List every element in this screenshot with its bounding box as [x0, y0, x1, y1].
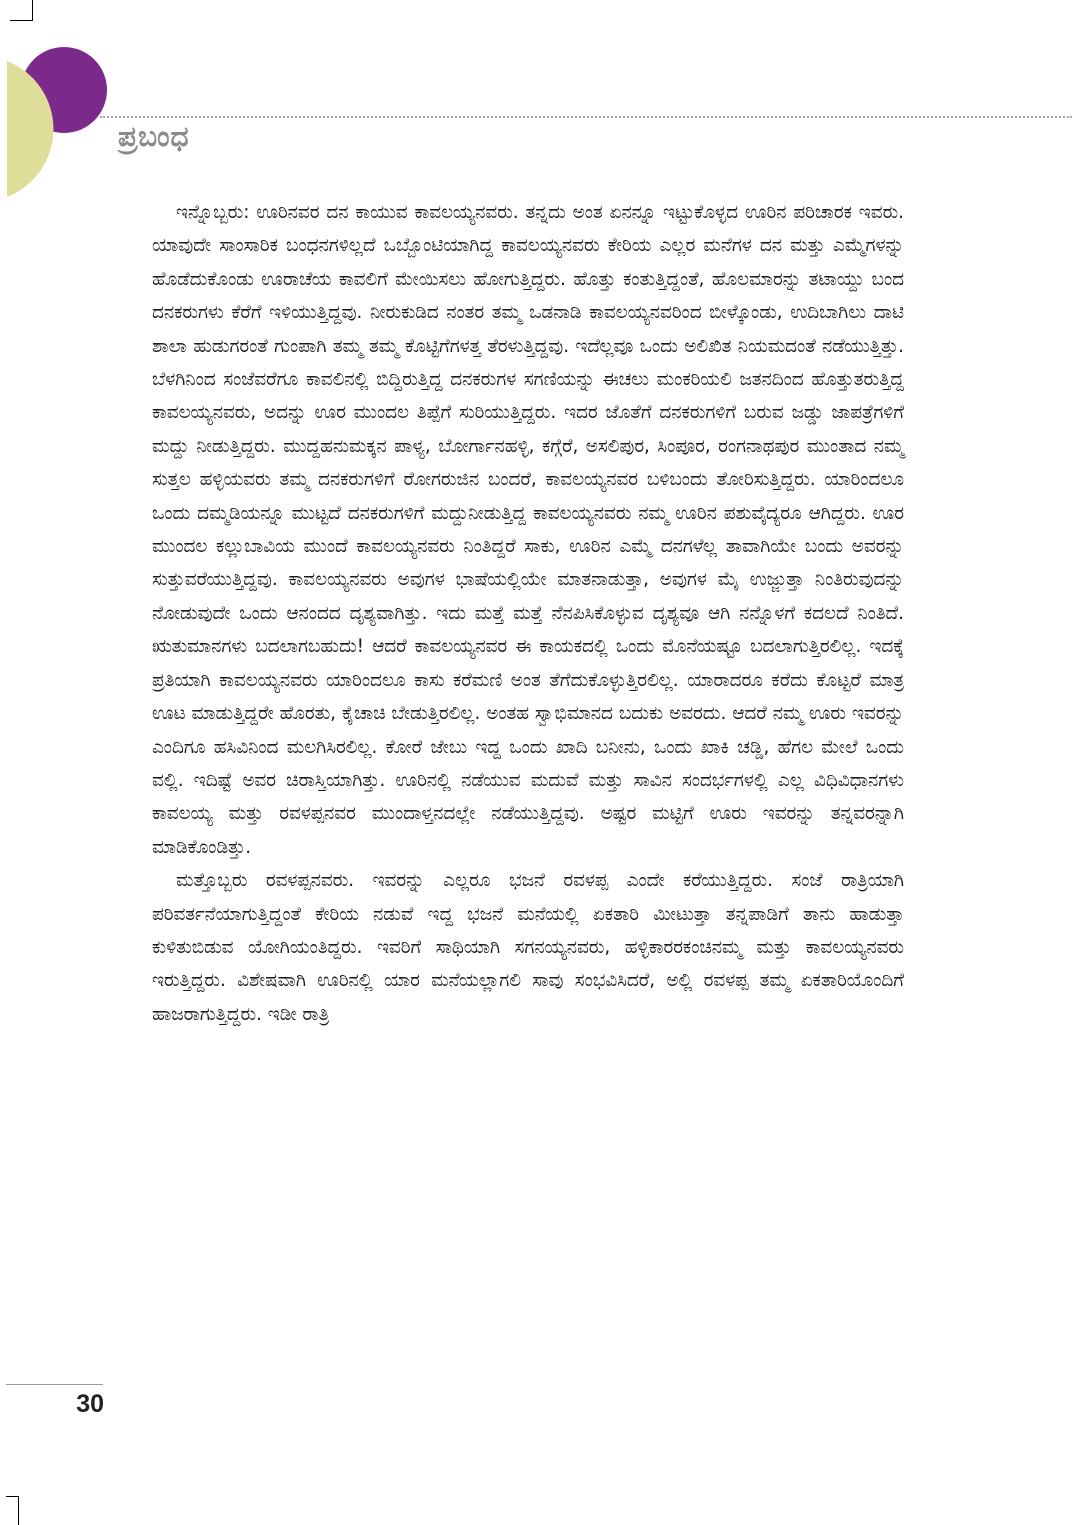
paragraph: ಇನ್ನೊಬ್ಬರು: ಊರಿನವರ ದನ ಕಾಯುವ ಕಾವಲಯ್ಯನವರು. ತನ್ನದು ಅಂತ ಏನನ್ನೂ ಇಟ್ಟುಕೊಳ್ಳದ ಊರಿನ ಪರಿಚಾರಕ ಇವರು. ಯಾವುದೇ ಸಾಂಸಾರಿಕ ಬಂಧನಗಳಿಲ್ಲದೆ ಒಬ್ಬೊಂಟಿಯಾಗಿದ್ದ ಕಾವಲಯ್ಯನವರು ಕೇರಿಯ ಎಲ್ಲರ ಮನೆಗಳ ದನ ಮತ್ತು ಎಮ್ಮೆಗಳನ್ನು ಹೊಡೆದುಕೊಂಡು ಊರಾಚೆಯ ಕಾವಲಿಗೆ ಮೇಯಿಸಲು ಹೋಗುತ್ತಿದ್ದರು. ಹೊತ್ತು ಕಂತುತ್ತಿದ್ದಂತೆ, ಹೊಲಮಾರನ್ನು ತಟಾಯ್ದು ಬಂದ ದನಕರುಗಳು ಕೆರೆಗೆ ಇಳಿಯುತ್ತಿದ್ದವು. ನೀರುಕುಡಿದ ನಂತರ ತಮ್ಮ ಒಡನಾಡಿ ಕಾವಲಯ್ಯನವರಿಂದ ಬೀಳ್ಕೊಂಡು, ಉದಿಬಾಗಿಲು ದಾಟಿ ಶಾಲಾ ಹುಡುಗರಂತೆ ಗುಂಪಾಗಿ ತಮ್ಮ ತಮ್ಮ ಕೊಟ್ಟಿಗೆಗಳತ್ತ ತೆರಳುತ್ತಿದ್ದವು. ಇದೆಲ್ಲವೂ ಒಂದು ಅಲಿಖಿತ ನಿಯಮದಂತೆ ನಡೆಯುತ್ತಿತ್ತು. ಬೆಳಗಿನಿಂದ ಸಂಜೆವರೆಗೂ ಕಾವಲಿನಲ್ಲಿ ಬಿದ್ದಿರುತ್ತಿದ್ದ ದನಕರುಗಳ ಸಗಣಿಯನ್ನು ಈಚಲು ಮಂಕರಿಯಲಿ ಜತನದಿಂದ ಹೊತ್ತುತರುತ್ತಿದ್ದ ಕಾವಲಯ್ಯನವರು, ಅದನ್ನು ಊರ ಮುಂದಲ ತಿಪ್ಪೆಗೆ ಸುರಿಯುತ್ತಿದ್ದರು. ಇದರ ಜೊತೆಗೆ ದನಕರುಗಳಿಗೆ ಬರುವ ಜಡ್ಡು ಜಾಪತ್ರೆಗಳಿಗೆ ಮದ್ದು ನೀಡುತ್ತಿದ್ದರು. ಮುದ್ದಹನುಮಕ್ಕನ ಪಾಳ್ಯ, ಬೋರ್ಗಾನಹಳ್ಳಿ, ಕಗ್ಗೆರೆ, ಅಸಲಿಪುರ, ಸಿಂಪೂರ, ರಂಗನಾಥಪುರ ಮುಂತಾದ ನಮ್ಮ ಸುತ್ತಲ ಹಳ್ಳಿಯವರು ತಮ್ಮ ದನಕರುಗಳಿಗೆ ರೋಗರುಜಿನ ಬಂದರೆ, ಕಾವಲಯ್ಯನವರ ಬಳಿಬಂದು ತೋರಿಸುತ್ತಿದ್ದರು. ಯಾರಿಂದಲೂ ಒಂದು ದಮ್ಮಡಿಯನ್ನೂ ಮುಟ್ಟದೆ ದನಕರುಗಳಿಗೆ ಮದ್ದುನೀಡುತ್ತಿದ್ದ ಕಾವಲಯ್ಯನವರು ನಮ್ಮ ಊರಿನ ಪಶುವೈದ್ಯರೂ ಆಗಿದ್ದರು. ಊರ ಮುಂದಲ ಕಲ್ಲುಬಾವಿಯ ಮುಂದೆ ಕಾವಲಯ್ಯನವರು ನಿಂತಿದ್ದರೆ ಸಾಕು, ಊರಿನ ಎಮ್ಮೆ ದನಗಳೆಲ್ಲ ತಾವಾಗಿಯೇ ಬಂದು ಅವರನ್ನು ಸುತ್ತುವರೆಯುತ್ತಿದ್ದವು. ಕಾವಲಯ್ಯನವರು ಅವುಗಳ ಭಾಷೆಯಲ್ಲಿಯೇ ಮಾತನಾಡುತ್ತಾ, ಅವುಗಳ ಮೈ ಉಜ್ಜುತ್ತಾ ನಿಂತಿರುವುದನ್ನು ನೋಡುವುದೇ ಒಂದು ಆನಂದದ ದೃಶ್ಯವಾಗಿತ್ತು. ಇದು ಮತ್ತೆ ಮತ್ತೆ ನೆನಪಿಸಿಕೊಳ್ಳುವ ದೃಶ್ಯವೂ ಆಗಿ ನನ್ನೊಳಗೆ ಕದಲದೆ ನಿಂತಿದೆ. ಋತುಮಾನಗಳು ಬದಲಾಗಬಹುದು! ಆದರೆ ಕಾವಲಯ್ಯನವರ ಈ ಕಾಯಕದಲ್ಲಿ ಒಂದು ಮೊನೆಯಷ್ಟೂ ಬದಲಾಗುತ್ತಿರಲಿಲ್ಲ. ಇದಕ್ಕೆ ಪ್ರತಿಯಾಗಿ ಕಾವಲಯ್ಯನವರು ಯಾರಿಂದಲೂ ಕಾಸು ಕರೆಮಣಿ ಅಂತ ತೆಗೆದುಕೊಳ್ಳುತ್ತಿರಲಿಲ್ಲ. ಯಾರಾದರೂ ಕರೆದು ಕೊಟ್ಟರೆ ಮಾತ್ರ ಊಟ ಮಾಡುತ್ತಿದ್ದರೇ ಹೊರತು, ಕೈಚಾಚಿ ಬೇಡುತ್ತಿರಲಿಲ್ಲ. ಅಂತಹ ಸ್ವಾಭಿಮಾನದ ಬದುಕು ಅವರದು. ಆದರೆ ನಮ್ಮ ಊರು ಇವರನ್ನು ಎಂದಿಗೂ ಹಸಿವಿನಿಂದ ಮಲಗಿಸಿರಲಿಲ್ಲ. ಕೋರೆ ಜೇಬು ಇದ್ದ ಒಂದು ಖಾದಿ ಬನೀನು, ಒಂದು ಖಾಕಿ ಚಡ್ಡಿ, ಹೆಗಲ ಮೇಲೆ ಒಂದು ವಲ್ಲಿ. ಇದಿಷ್ಟೆ ಅವರ ಚಿರಾಸ್ತಿಯಾಗಿತ್ತು. ಊರಿನಲ್ಲಿ ನಡೆಯುವ ಮದುವೆ ಮತ್ತು ಸಾವಿನ ಸಂದರ್ಭಗಳಲ್ಲಿ ಎಲ್ಲ ವಿಧಿವಿಧಾನಗಳು ಕಾವಲಯ್ಯ ಮತ್ತು ರವಳಪ್ಪನವರ ಮುಂದಾಳ್ತನದಲ್ಲೇ ನಡೆಯುತ್ತಿದ್ದವು. ಅಷ್ಟರ ಮಟ್ಟಿಗೆ ಊರು ಇವರನ್ನು ತನ್ನವರನ್ನಾಗಿ ಮಾಡಿಕೊಂಡಿತ್ತು. — [152, 202, 904, 858]
crop-mark-top — [32, 0, 33, 20]
crop-mark-bottom — [6, 1496, 19, 1497]
page-number: 30 — [76, 1390, 104, 1418]
crop-mark-bottom — [18, 1496, 19, 1525]
crop-mark-top — [10, 20, 33, 21]
essay-body — [152, 196, 904, 1031]
header-dotted-rule — [100, 116, 1072, 118]
footer-rule — [6, 1384, 103, 1385]
section-title: ಪ್ರಬಂಧ — [118, 120, 190, 153]
paragraph: ಮತ್ತೊಬ್ಬರು ರವಳಪ್ಪನವರು. ಇವರನ್ನು ಎಲ್ಲರೂ ಭಜನೆ ರವಳಪ್ಪ ಎಂದೇ ಕರೆಯುತ್ತಿದ್ದರು. ಸಂಜೆ ರಾತ್ರಿಯಾಗಿ ಪರಿವರ್ತನೆಯಾಗುತ್ತಿದ್ದಂತೆ ಕೇರಿಯ ನಡುವೆ ಇದ್ದ ಭಜನೆ ಮನೆಯಲ್ಲಿ ಏಕತಾರಿ ಮೀಟುತ್ತಾ ತನ್ನಪಾಡಿಗೆ ತಾನು ಹಾಡುತ್ತಾ ಕುಳಿತುಬಿಡುವ ಯೋಗಿಯಂತಿದ್ದರು. ಇವರಿಗೆ ಸಾಥಿಯಾಗಿ ಸಗನಯ್ಯನವರು, ಹಳ್ಳಿಕಾರರಕಂಚಿನಮ್ಮ ಮತ್ತು ಕಾವಲಯ್ಯನವರು ಇರುತ್ತಿದ್ದರು. ವಿಶೇಷವಾಗಿ ಊರಿನಲ್ಲಿ ಯಾರ ಮನೆಯಲ್ಲಾಗಲಿ ಸಾವು ಸಂಭವಿಸಿದರೆ, ಅಲ್ಲಿ ರವಳಪ್ಪ ತಮ್ಮ ಏಕತಾರಿಯೊಂದಿಗೆ ಹಾಜರಾಗುತ್ತಿದ್ದರು. ಇಡೀ ರಾತ್ರಿ — [152, 870, 904, 1025]
decorative-circles — [0, 40, 120, 210]
